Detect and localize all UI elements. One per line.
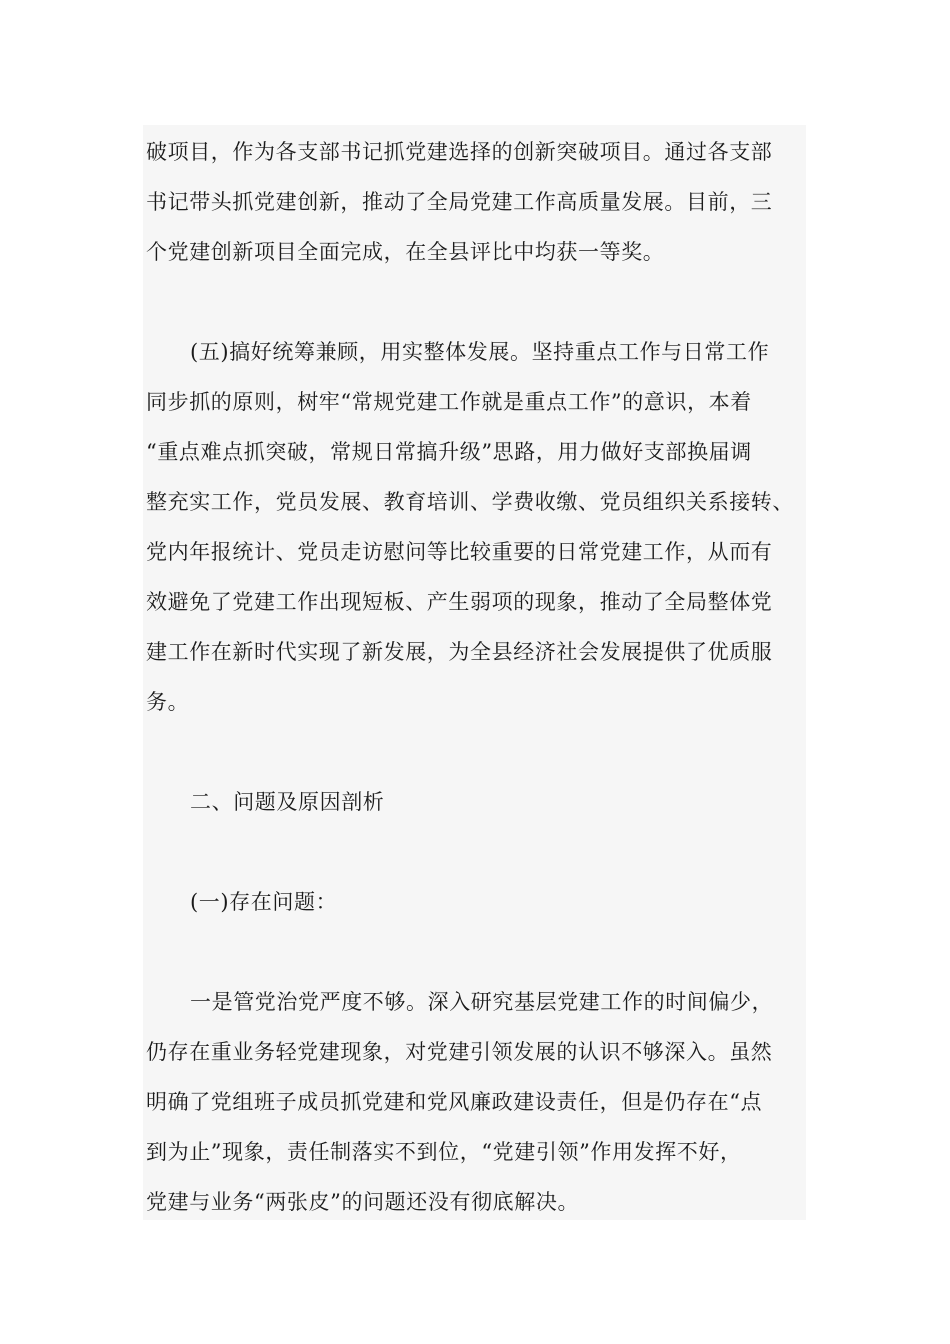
paragraph-line: 明确了党组班子成员抓党建和党风廉政建设责任，但是仍存在“点 [146, 1090, 763, 1114]
subsection-heading: (一)存在问题： [190, 890, 338, 914]
paragraph-line: 同步抓的原则，树牢“常规党建工作就是重点工作”的意识，本着 [146, 390, 752, 414]
paragraph-line: 仍存在重业务轻党建现象，对党建引领发展的认识不够深入。虽然 [146, 1040, 773, 1064]
section-heading: 二、问题及原因剖析 [190, 790, 385, 814]
paragraph-line: 个党建创新项目全面完成，在全县评比中均获一等奖。 [146, 240, 665, 264]
paragraph-line: 一是管党治党严度不够。深入研究基层党建工作的时间偏少， [190, 990, 774, 1014]
paragraph-line: “重点难点抓突破，常规日常搞升级”思路，用力做好支部换届调 [146, 440, 752, 464]
paragraph-line: 建工作在新时代实现了新发展，为全县经济社会发展提供了优质服 [146, 640, 773, 664]
paragraph-line: 书记带头抓党建创新，推动了全局党建工作高质量发展。目前，三 [146, 190, 773, 214]
paragraph-line: 党内年报统计、党员走访慰问等比较重要的日常党建工作，从而有 [146, 540, 773, 564]
paragraph-line: 效避免了党建工作出现短板、产生弱项的现象，推动了全局整体党 [146, 590, 773, 614]
paragraph-line: 破项目，作为各支部书记抓党建选择的创新突破项目。通过各支部 [146, 140, 773, 164]
paragraph-line: 党建与业务“两张皮”的问题还没有彻底解决。 [146, 1190, 580, 1214]
paragraph-line: 到为止”现象，责任制落实不到位，“党建引领”作用发挥不好， [146, 1140, 742, 1164]
paragraph-line: (五)搞好统筹兼顾，用实整体发展。坚持重点工作与日常工作 [190, 340, 770, 364]
paragraph-line: 务。 [146, 690, 190, 714]
paragraph-line: 整充实工作，党员发展、教育培训、学费收缴、党员组织关系接转、 [146, 490, 794, 514]
